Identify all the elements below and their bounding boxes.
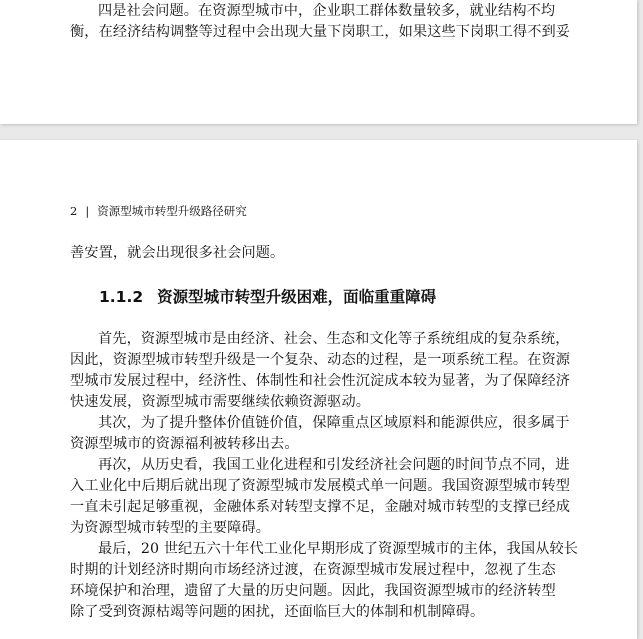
paragraph-line: 时期的计划经济时期向市场经济过渡，在资源型城市发展过程中，忽视了生态 xyxy=(70,562,556,578)
running-header xyxy=(70,203,247,219)
paragraph-line: 资源型城市的资源福利被转移出去。 xyxy=(70,436,299,452)
paragraph-line: 一直未引起足够重视，金融体系对转型支撑不足，金融对城市转型的支撑已经成 xyxy=(70,499,571,515)
paragraph-line: 快速发展，资源型城市需要继续依赖资源驱动。 xyxy=(70,394,371,410)
section-number: 1.1.2 xyxy=(99,288,144,306)
section-heading xyxy=(99,285,436,307)
paragraph-line: 首先，资源型城市是由经济、社会、生态和文化等子系统组成的复杂系统， xyxy=(98,331,570,347)
paragraph-3 xyxy=(70,455,570,539)
paragraph-line: 型城市发展过程中，经济性、体制性和社会性沉淀成本较为显著，为了保障经济 xyxy=(70,373,571,389)
paragraph-4 xyxy=(70,539,579,623)
paragraph-1 xyxy=(70,329,570,413)
previous-page-line-1: 四是社会问题。在资源型城市中，企业职工群体数量较多，就业结构不均 xyxy=(98,3,556,19)
section-title: 资源型城市转型升级困难，面临重重障碍 xyxy=(157,288,437,306)
paragraph-line: 入工业化中后期后就出现了资源型城市发展模式单一问题。我国资源型城市转型 xyxy=(70,478,571,494)
paragraph-line: 因此，资源型城市转型升级是一个复杂、动态的过程，是一项系统工程。在资源 xyxy=(70,352,571,368)
paragraph-line: 再次，从历史看，我国工业化进程和引发经济社会问题的时间节点不同，进 xyxy=(98,457,570,473)
paragraph-line: 环境保护和治理，遗留了大量的历史问题。因此，我国资源型城市的经济转型 xyxy=(70,583,556,599)
continuation-line: 善安置，就会出现很多社会问题。 xyxy=(70,245,285,261)
paragraph-2 xyxy=(70,413,570,455)
paragraph-line: 最后，20 世纪五六十年代工业化早期形成了资源型城市的主体，我国从较长 xyxy=(98,541,579,557)
page-number: 2 xyxy=(70,204,78,218)
paragraph-line: 除了受到资源枯竭等问题的困扰，还面临巨大的体制和机制障碍。 xyxy=(70,604,485,620)
header-separator: | xyxy=(85,204,90,218)
previous-page-line-2: 衡，在经济结构调整等过程中会出现大量下岗职工，如果这些下岗职工得不到妥 xyxy=(70,24,571,40)
paragraph-line: 其次，为了提升整体价值链价值，保障重点区域原料和能源供应，很多属于 xyxy=(98,415,570,431)
paragraph-line: 为资源型城市转型的主要障碍。 xyxy=(70,520,271,536)
book-title: 资源型城市转型升级路径研究 xyxy=(97,204,247,218)
